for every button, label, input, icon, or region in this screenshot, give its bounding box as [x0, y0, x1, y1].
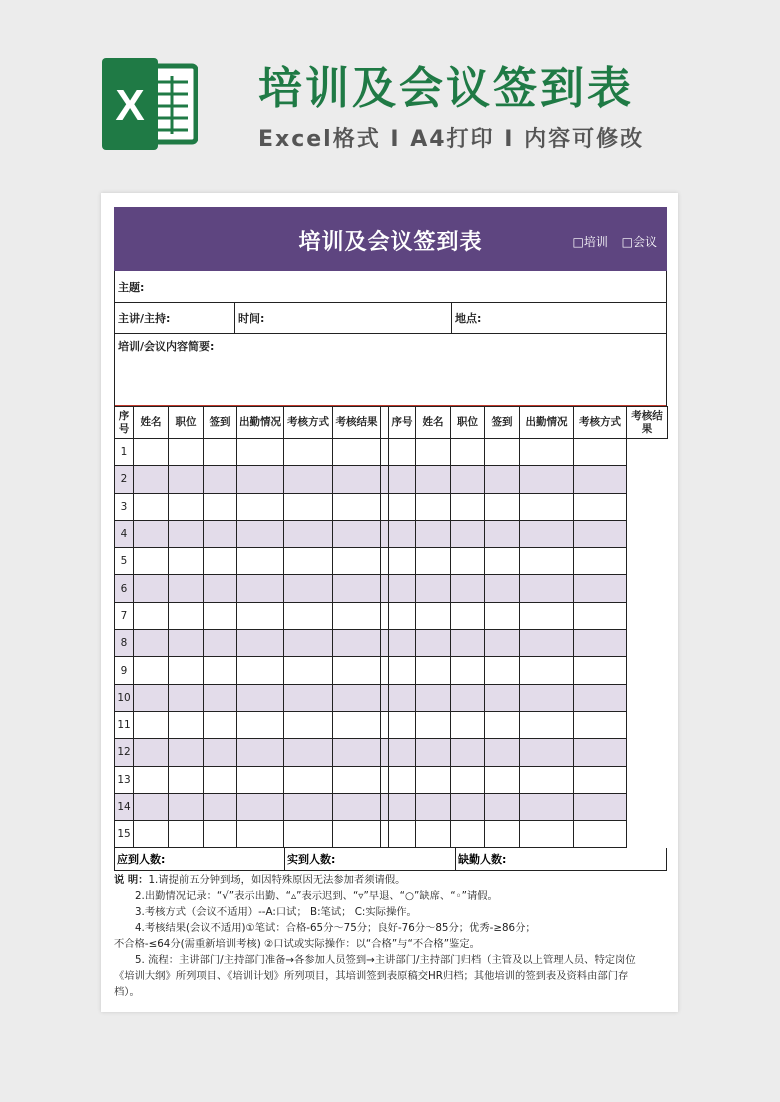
row-number-right [381, 466, 389, 493]
col-header-no-right: 序号 [389, 407, 416, 439]
table-row [115, 684, 668, 711]
table-row [115, 711, 668, 738]
signin-cell[interactable] [204, 630, 237, 657]
assessment-result-cell[interactable] [333, 466, 381, 493]
page-subtitle: Excel格式 I A4打印 I 内容可修改 [258, 127, 645, 152]
signin-cell-right[interactable] [451, 466, 485, 493]
assessment-method-cell-right[interactable] [520, 739, 574, 766]
assessment-method-cell[interactable] [284, 575, 333, 602]
attendance-cell-right[interactable] [485, 630, 520, 657]
assessment-result-cell[interactable] [333, 684, 381, 711]
attendance-table [114, 406, 668, 848]
assessment-method-cell[interactable] [284, 766, 333, 793]
attendance-cell[interactable] [237, 439, 284, 466]
name-cell[interactable] [134, 766, 169, 793]
row-number: 11 [115, 711, 134, 738]
assessment-method-cell[interactable] [284, 548, 333, 575]
position-cell[interactable] [169, 493, 204, 520]
sheet-banner [114, 207, 667, 271]
signin-cell[interactable] [204, 548, 237, 575]
assessment-result-cell[interactable] [333, 630, 381, 657]
position-cell[interactable] [169, 520, 204, 547]
position-cell[interactable] [169, 575, 204, 602]
table-row [115, 602, 668, 629]
name-cell[interactable] [134, 630, 169, 657]
position-cell-right[interactable] [416, 793, 451, 820]
assessment-method-cell[interactable] [284, 739, 333, 766]
col-header-signin: 签到 [204, 407, 237, 439]
row-number-right [381, 684, 389, 711]
position-cell[interactable] [169, 766, 204, 793]
row-number-right [381, 657, 389, 684]
col-header-attendance-right: 出勤情况 [520, 407, 574, 439]
signin-cell-right[interactable] [451, 630, 485, 657]
assessment-method-cell-right[interactable] [520, 684, 574, 711]
name-cell-right[interactable] [389, 602, 416, 629]
name-cell-right[interactable] [389, 630, 416, 657]
assessment-method-cell-right[interactable] [520, 520, 574, 547]
assessment-method-cell-right[interactable] [520, 548, 574, 575]
column-separator [381, 407, 389, 439]
assessment-result-cell[interactable] [333, 520, 381, 547]
attendance-cell[interactable] [237, 493, 284, 520]
absent-count-label: 缺勤人数: [458, 853, 507, 867]
table-row [115, 630, 668, 657]
assessment-method-cell[interactable] [284, 657, 333, 684]
signin-cell-right[interactable] [451, 821, 485, 848]
row-number-right [381, 493, 389, 520]
attendance-rows [115, 439, 668, 848]
signin-cell-right[interactable] [451, 575, 485, 602]
time-field[interactable] [235, 303, 452, 333]
name-cell[interactable] [134, 793, 169, 820]
attendance-cell[interactable] [237, 711, 284, 738]
notes-section [114, 871, 667, 1000]
signin-cell[interactable] [204, 711, 237, 738]
assessment-method-cell-right[interactable] [520, 630, 574, 657]
row-number: 15 [115, 821, 134, 848]
note-line-4: 4.考核结果(会议不适用)①笔试：合格-65分～75分；良好-76分～85分；优秀-≥86分； [135, 922, 536, 935]
attendance-cell-right[interactable] [485, 739, 520, 766]
attendance-cell-right[interactable] [485, 711, 520, 738]
attendance-cell-right[interactable] [485, 657, 520, 684]
col-header-assessment-result-right: 考核结果 [627, 407, 668, 439]
excel-logo-icon [100, 58, 198, 150]
assessment-method-cell-right[interactable] [520, 439, 574, 466]
position-cell-right[interactable] [416, 439, 451, 466]
assessment-result-cell-right[interactable] [574, 575, 627, 602]
assessment-method-cell[interactable] [284, 684, 333, 711]
attendance-cell-right[interactable] [485, 466, 520, 493]
row-number: 1 [115, 439, 134, 466]
actual-count-field[interactable] [285, 848, 456, 870]
meeting-info [114, 271, 667, 406]
name-cell[interactable] [134, 602, 169, 629]
attendance-cell[interactable] [237, 766, 284, 793]
position-cell-right[interactable] [416, 493, 451, 520]
name-cell[interactable] [134, 493, 169, 520]
name-cell-right[interactable] [389, 493, 416, 520]
place-field[interactable] [452, 303, 666, 333]
assessment-method-cell[interactable] [284, 493, 333, 520]
col-header-assessment-method-right: 考核方式 [574, 407, 627, 439]
assessment-result-cell[interactable] [333, 739, 381, 766]
sheet-title: 培训及会议签到表 [298, 230, 483, 255]
signin-cell-right[interactable] [451, 520, 485, 547]
signin-cell[interactable] [204, 657, 237, 684]
name-cell[interactable] [134, 548, 169, 575]
assessment-method-cell[interactable] [284, 793, 333, 820]
signin-cell[interactable] [204, 766, 237, 793]
attendance-cell[interactable] [237, 602, 284, 629]
assessment-result-cell-right[interactable] [574, 520, 627, 547]
col-header-name: 姓名 [134, 407, 169, 439]
table-row [115, 766, 668, 793]
sign-in-sheet-paper [101, 193, 678, 1012]
assessment-result-cell[interactable] [333, 493, 381, 520]
table-row [115, 821, 668, 848]
assessment-method-cell[interactable] [284, 466, 333, 493]
name-cell-right[interactable] [389, 793, 416, 820]
assessment-method-cell[interactable] [284, 439, 333, 466]
table-row [115, 657, 668, 684]
row-number-right [381, 821, 389, 848]
assessment-result-cell-right[interactable] [574, 602, 627, 629]
assessment-method-cell-right[interactable] [520, 821, 574, 848]
note-line-2: 2.出勤情况记录：“√”表示出勤、“▵”表示迟到、“▿”早退、“○”缺席、“◦”请假。 [135, 890, 498, 903]
assessment-method-cell-right[interactable] [520, 657, 574, 684]
name-cell[interactable] [134, 575, 169, 602]
position-cell[interactable] [169, 548, 204, 575]
signin-cell[interactable] [204, 493, 237, 520]
assessment-result-cell[interactable] [333, 821, 381, 848]
col-header-no: 序号 [115, 407, 134, 439]
name-cell[interactable] [134, 711, 169, 738]
position-cell[interactable] [169, 711, 204, 738]
place-label: 地点: [455, 312, 482, 325]
attendance-cell-right[interactable] [485, 766, 520, 793]
topic-label: 主题: [118, 280, 145, 294]
attendance-cell-right[interactable] [485, 821, 520, 848]
assessment-method-cell-right[interactable] [520, 466, 574, 493]
name-cell[interactable] [134, 657, 169, 684]
time-label: 时间: [238, 312, 265, 325]
signin-cell[interactable] [204, 793, 237, 820]
position-cell-right[interactable] [416, 520, 451, 547]
assessment-result-cell[interactable] [333, 657, 381, 684]
assessment-method-cell-right[interactable] [520, 575, 574, 602]
table-row [115, 493, 668, 520]
assessment-method-cell-right[interactable] [520, 493, 574, 520]
signin-cell[interactable] [204, 575, 237, 602]
row-number: 8 [115, 630, 134, 657]
position-cell[interactable] [169, 466, 204, 493]
name-cell[interactable] [134, 439, 169, 466]
name-cell-right[interactable] [389, 766, 416, 793]
position-cell[interactable] [169, 793, 204, 820]
assessment-result-cell-right[interactable] [574, 630, 627, 657]
attendance-cell[interactable] [237, 520, 284, 547]
brief-label: 培训/会议内容简要: [118, 340, 215, 353]
col-header-assessment-method: 考核方式 [284, 407, 333, 439]
name-cell[interactable] [134, 739, 169, 766]
name-cell-right[interactable] [389, 520, 416, 547]
row-number: 9 [115, 657, 134, 684]
signin-cell-right[interactable] [451, 548, 485, 575]
type-options [562, 233, 657, 250]
expected-count-label: 应到人数: [117, 853, 166, 867]
attendance-cell[interactable] [237, 657, 284, 684]
brief-field[interactable] [115, 334, 666, 406]
sign-in-sheet [114, 207, 667, 1000]
table-row [115, 439, 668, 466]
assessment-method-cell[interactable] [284, 630, 333, 657]
row-number-right [381, 630, 389, 657]
row-number-right [381, 766, 389, 793]
assessment-result-cell-right[interactable] [574, 739, 627, 766]
attendance-cell-right[interactable] [485, 575, 520, 602]
assessment-result-cell-right[interactable] [574, 684, 627, 711]
position-cell-right[interactable] [416, 575, 451, 602]
assessment-result-cell[interactable] [333, 439, 381, 466]
assessment-method-cell[interactable] [284, 711, 333, 738]
assessment-method-cell-right[interactable] [520, 766, 574, 793]
assessment-method-cell[interactable] [284, 602, 333, 629]
row-number-right [381, 575, 389, 602]
attendance-cell-right[interactable] [485, 520, 520, 547]
note-line-3: 3.考核方式（会议不适用）--A:口试； B:笔试； C:实际操作。 [135, 906, 417, 919]
assessment-result-cell-right[interactable] [574, 766, 627, 793]
position-cell-right[interactable] [416, 602, 451, 629]
col-header-assessment-result: 考核结果 [333, 407, 381, 439]
attendance-cell[interactable] [237, 466, 284, 493]
row-number-right [381, 520, 389, 547]
row-number: 13 [115, 766, 134, 793]
row-number: 5 [115, 548, 134, 575]
row-number: 3 [115, 493, 134, 520]
name-cell[interactable] [134, 821, 169, 848]
name-cell[interactable] [134, 684, 169, 711]
col-header-name-right: 姓名 [416, 407, 451, 439]
attendance-cell[interactable] [237, 793, 284, 820]
signin-cell-right[interactable] [451, 711, 485, 738]
position-cell-right[interactable] [416, 739, 451, 766]
signin-cell-right[interactable] [451, 739, 485, 766]
assessment-method-cell-right[interactable] [520, 711, 574, 738]
row-number-right [381, 548, 389, 575]
name-cell[interactable] [134, 466, 169, 493]
position-cell-right[interactable] [416, 630, 451, 657]
col-header-attendance: 出勤情况 [237, 407, 284, 439]
assessment-result-cell-right[interactable] [574, 548, 627, 575]
name-cell[interactable] [134, 520, 169, 547]
assessment-result-cell[interactable] [333, 602, 381, 629]
topic-field[interactable] [115, 271, 666, 302]
attendance-summary [114, 848, 667, 871]
note-line-5: 不合格-≤64分(需重新培训考核) ②口试或实际操作：以“合格”与“不合格”鉴定。 [114, 938, 480, 951]
attendance-cell[interactable] [237, 575, 284, 602]
attendance-cell[interactable] [237, 821, 284, 848]
assessment-result-cell-right[interactable] [574, 493, 627, 520]
table-row [115, 739, 668, 766]
col-header-position-right: 职位 [451, 407, 485, 439]
assessment-result-cell[interactable] [333, 575, 381, 602]
position-cell-right[interactable] [416, 548, 451, 575]
table-row [115, 520, 668, 547]
signin-cell[interactable] [204, 739, 237, 766]
signin-cell-right[interactable] [451, 793, 485, 820]
name-cell-right[interactable] [389, 466, 416, 493]
assessment-result-cell-right[interactable] [574, 793, 627, 820]
signin-cell-right[interactable] [451, 657, 485, 684]
name-cell-right[interactable] [389, 657, 416, 684]
position-cell[interactable] [169, 657, 204, 684]
note-line-1: 说 明：1.请提前五分钟到场，如因特殊原因无法参加者须请假。 [114, 874, 406, 887]
position-cell[interactable] [169, 821, 204, 848]
signin-cell-right[interactable] [451, 602, 485, 629]
row-number-right [381, 739, 389, 766]
signin-cell[interactable] [204, 466, 237, 493]
position-cell-right[interactable] [416, 466, 451, 493]
attendance-cell-right[interactable] [485, 548, 520, 575]
assessment-result-cell-right[interactable] [574, 711, 627, 738]
logo-letter: X [115, 81, 145, 130]
assessment-result-cell[interactable] [333, 793, 381, 820]
assessment-result-cell[interactable] [333, 548, 381, 575]
note-line-7: 《培训大纲》所列项目、《培训计划》所列项目，其培训签到表原稿交HR归档；其他培训的签到表及资料由部门存 [114, 970, 629, 983]
assessment-method-cell-right[interactable] [520, 793, 574, 820]
position-cell[interactable] [169, 602, 204, 629]
col-header-position: 职位 [169, 407, 204, 439]
row-number: 4 [115, 520, 134, 547]
table-row [115, 575, 668, 602]
assessment-result-cell-right[interactable] [574, 439, 627, 466]
signin-cell[interactable] [204, 520, 237, 547]
assessment-result-cell-right[interactable] [574, 821, 627, 848]
name-cell-right[interactable] [389, 711, 416, 738]
attendance-cell-right[interactable] [485, 684, 520, 711]
absent-count-field[interactable] [456, 848, 666, 870]
name-cell-right[interactable] [389, 739, 416, 766]
row-number-right [381, 793, 389, 820]
row-number-right [381, 711, 389, 738]
attendance-cell-right[interactable] [485, 439, 520, 466]
attendance-cell[interactable] [237, 739, 284, 766]
signin-cell-right[interactable] [451, 766, 485, 793]
signin-cell-right[interactable] [451, 684, 485, 711]
attendance-cell[interactable] [237, 684, 284, 711]
position-cell-right[interactable] [416, 657, 451, 684]
name-cell-right[interactable] [389, 548, 416, 575]
assessment-result-cell[interactable] [333, 766, 381, 793]
signin-cell-right[interactable] [451, 439, 485, 466]
name-cell-right[interactable] [389, 821, 416, 848]
table-row [115, 466, 668, 493]
row-number: 10 [115, 684, 134, 711]
row-number: 2 [115, 466, 134, 493]
position-cell[interactable] [169, 630, 204, 657]
position-cell[interactable] [169, 684, 204, 711]
assessment-method-cell[interactable] [284, 821, 333, 848]
position-cell[interactable] [169, 439, 204, 466]
col-header-signin-right: 签到 [485, 407, 520, 439]
assessment-method-cell[interactable] [284, 520, 333, 547]
signin-cell-right[interactable] [451, 493, 485, 520]
name-cell-right[interactable] [389, 575, 416, 602]
name-cell-right[interactable] [389, 684, 416, 711]
assessment-result-cell[interactable] [333, 711, 381, 738]
position-cell-right[interactable] [416, 684, 451, 711]
signin-cell[interactable] [204, 439, 237, 466]
host-label: 主讲/主持: [118, 312, 171, 325]
option-training-checkbox[interactable]: □培训 [572, 235, 608, 249]
table-row [115, 548, 668, 575]
page-title: 培训及会议签到表 [258, 63, 634, 114]
note-line-6: 5. 流程：主讲部门/主持部门准备→各参加人员签到→主讲部门/主持部门归档（主管及以上管理人员、特定岗位 [135, 954, 636, 967]
attendance-cell-right[interactable] [485, 602, 520, 629]
attendance-cell-right[interactable] [485, 793, 520, 820]
row-number-right [381, 439, 389, 466]
attendance-cell[interactable] [237, 630, 284, 657]
row-number: 14 [115, 793, 134, 820]
note-line-8: 档）。 [114, 986, 140, 999]
row-number: 7 [115, 602, 134, 629]
row-number: 12 [115, 739, 134, 766]
position-cell-right[interactable] [416, 766, 451, 793]
assessment-result-cell-right[interactable] [574, 466, 627, 493]
assessment-method-cell-right[interactable] [520, 602, 574, 629]
actual-count-label: 实到人数: [287, 853, 336, 867]
position-cell-right[interactable] [416, 821, 451, 848]
attendance-cell[interactable] [237, 548, 284, 575]
position-cell-right[interactable] [416, 711, 451, 738]
row-number-right [381, 602, 389, 629]
table-row [115, 793, 668, 820]
position-cell[interactable] [169, 739, 204, 766]
name-cell-right[interactable] [389, 439, 416, 466]
row-number: 6 [115, 575, 134, 602]
option-meeting-checkbox[interactable]: □会议 [621, 235, 657, 249]
host-field[interactable] [115, 303, 235, 333]
expected-count-field[interactable] [115, 848, 285, 870]
table-header-row [115, 407, 668, 439]
assessment-result-cell-right[interactable] [574, 657, 627, 684]
attendance-cell-right[interactable] [485, 493, 520, 520]
signin-cell[interactable] [204, 684, 237, 711]
notes-label: 说 明： [114, 874, 149, 887]
signin-cell[interactable] [204, 602, 237, 629]
signin-cell[interactable] [204, 821, 237, 848]
